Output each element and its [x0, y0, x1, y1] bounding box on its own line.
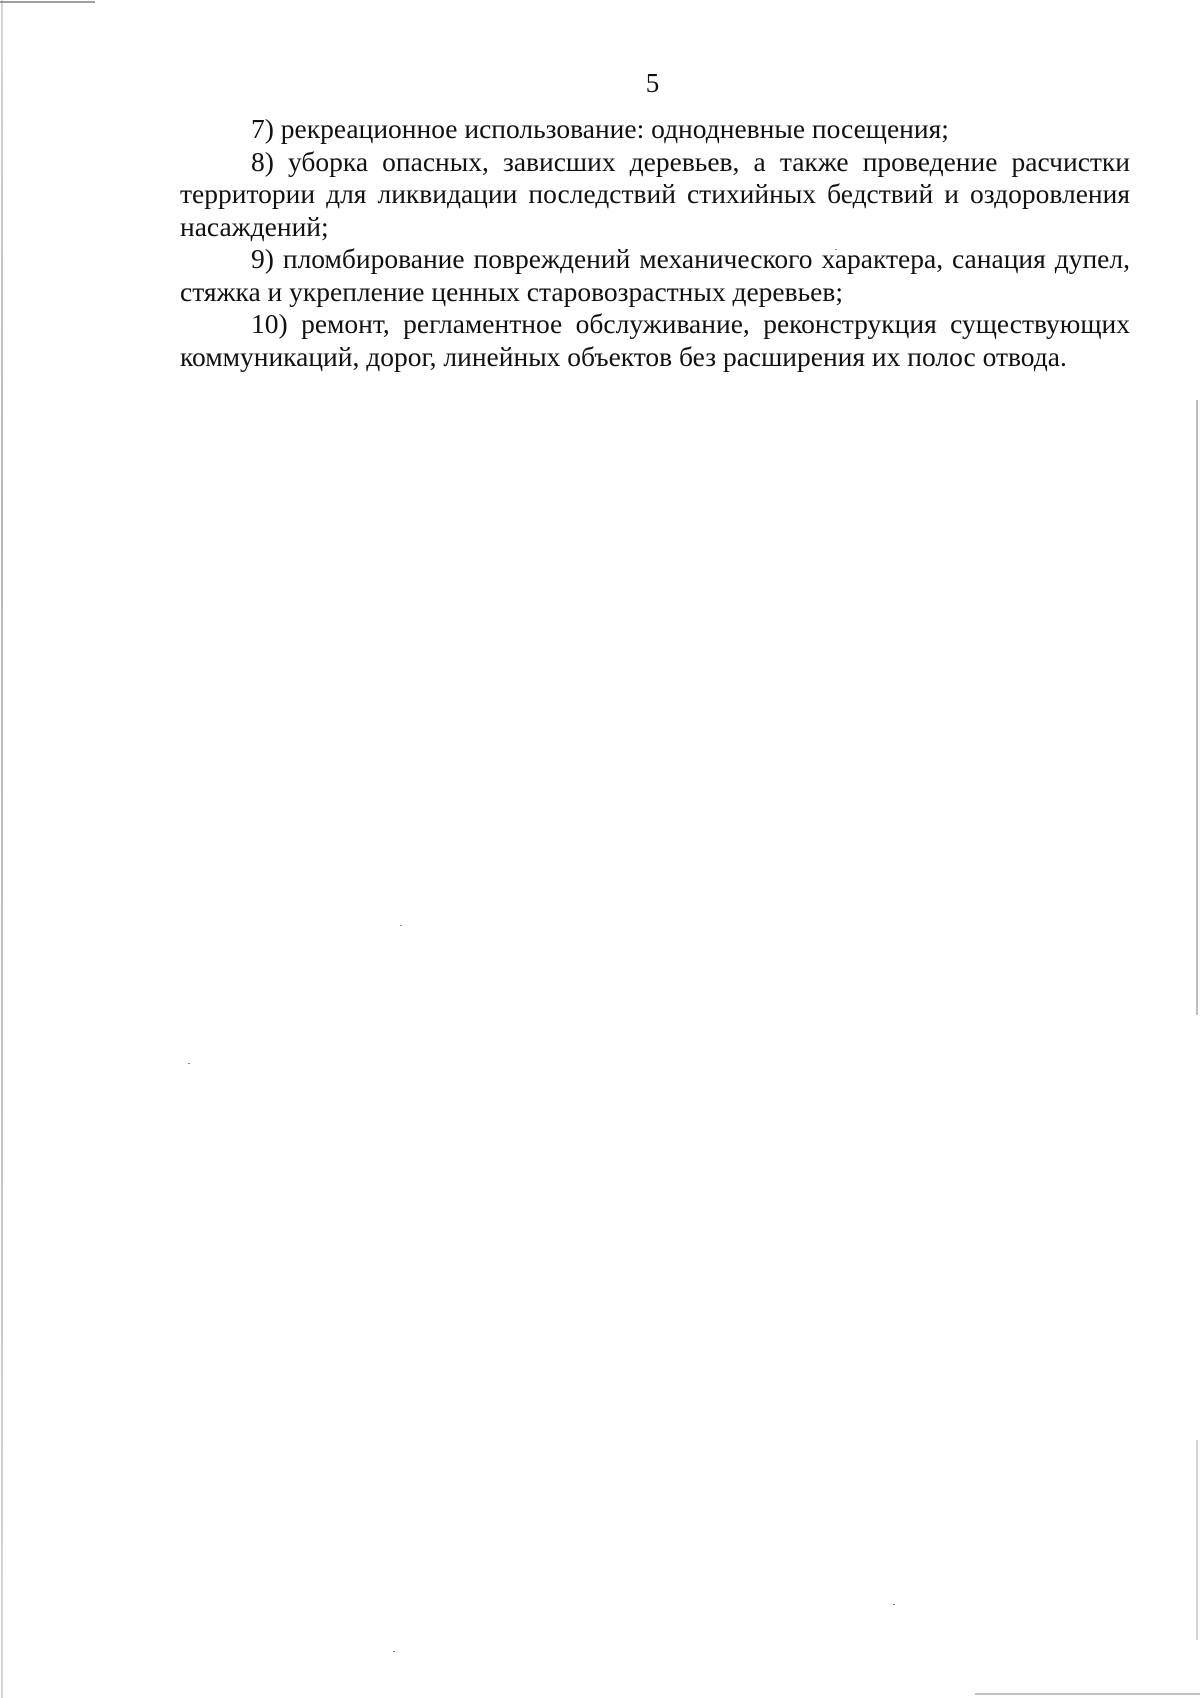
page-number: 5	[645, 68, 660, 98]
scan-speck	[393, 1651, 395, 1652]
scan-edge-bottom	[975, 1693, 1200, 1695]
document-body	[180, 113, 1130, 373]
list-item-9: 9) пломбирование повреждений механического характера, санация дупел, стяжка и укрепление ценных старовозрастных деревьев;	[180, 243, 1130, 307]
scan-edge-top	[0, 1, 95, 3]
list-item-7: 7) рекреационное использование: однодневные посещения;	[251, 113, 949, 144]
list-item-8: 8) уборка опасных, зависших деревьев, а также проведение расчистки территории для ликвидации последствий стихийных бедствий и оздоровления насаждений;	[180, 145, 1130, 242]
scan-edge-right-lower	[1196, 1440, 1198, 1640]
scan-speck	[400, 925, 402, 926]
scan-speck	[188, 1063, 190, 1064]
scan-edge-left	[1, 0, 3, 1698]
list-item-10: 10) ремонт, регламентное обслуживание, реконструкция существующих коммуникаций, дорог, линейных объектов без расширения их полос отвода.	[180, 308, 1130, 372]
scan-edge-right	[1196, 400, 1198, 1015]
scan-speck	[893, 1604, 895, 1605]
